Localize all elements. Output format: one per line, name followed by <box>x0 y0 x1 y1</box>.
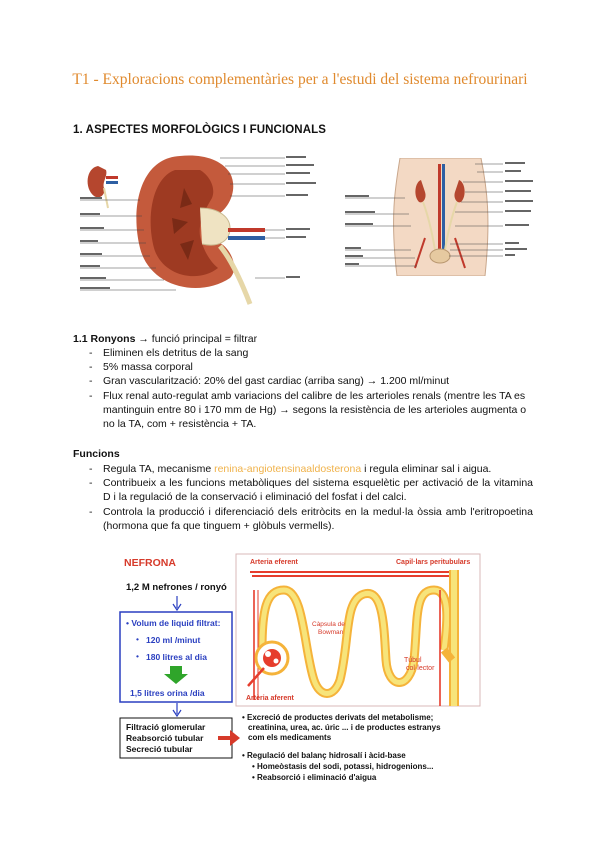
list-item: - Gran vascularització: 20% del gast cardiac (arriba sang) → 1.200 ml/minut <box>73 374 533 388</box>
volume-rate: 120 ml /minut <box>146 635 201 645</box>
section-heading-1: 1. ASPECTES MORFOLÒGICS I FUNCIONALS <box>73 124 326 136</box>
funcions-text: i regula eliminar sal i aigua. <box>361 463 492 475</box>
nephron-figure <box>114 550 484 785</box>
process-secretion: Secreció tubular <box>126 744 193 754</box>
homeostasis-text: • Homeòstasis del sodi, potassi, hidrogenions... <box>252 762 434 771</box>
process-reabsorption: Reabsorció tubular <box>126 733 204 743</box>
water-text: • Reabsorció i eliminació d'aigua <box>252 773 377 782</box>
volume-day: 180 litres al dia <box>146 652 207 662</box>
torso-illustration <box>345 158 535 276</box>
list-item: - Controla la producció i diferenciació dels eritròcits en la medul·la òssia amb l'eritropoetina (hormona que fa que tinguem + glòbuls vermells). <box>73 505 533 533</box>
subsection-heading <box>73 332 257 346</box>
nephron-diagram <box>114 550 484 785</box>
list-item: - Contribueix a les funcions metabòliques del sistema esquelètic per activació de la vitamina D i la regulació de la conservació i eliminació del fosfat i del calci. <box>73 476 533 504</box>
kidney-illustration <box>80 148 320 308</box>
funcions-text: Regula TA, mecanisme <box>103 463 215 475</box>
list-item: - Eliminen els detritus de la sang <box>73 346 533 360</box>
list-item <box>73 462 533 476</box>
urine-volume: 1,5 litres orina /dia <box>130 688 205 698</box>
regulation-text: • Regulació del balanç hidrosalí i àcid-base <box>242 751 406 760</box>
label-efferent-artery: Arteria eferent <box>250 559 298 566</box>
document-title: T1 - Exploracions complementàries per a l'estudi del sistema nefrourinari <box>72 71 528 88</box>
svg-text:•: • <box>136 634 139 644</box>
funcions-list <box>73 462 533 533</box>
kidney-facts-list <box>73 346 533 431</box>
label-bowman-capsule: Càpsula de Bowman <box>312 621 345 636</box>
label-afferent-artery: Artèria aferent <box>246 695 294 702</box>
excretion-text: • Excreció de productes derivats del metabolisme; creatinina, urea, ac. úric ... i de productes estranys com els medicaments <box>242 713 441 742</box>
label-collecting-tubule: Túbul col·lector <box>404 657 435 672</box>
list-item: - 5% massa corporal <box>73 360 533 374</box>
label-peritubular-capillaries: Capil·lars peritubulars <box>396 559 471 566</box>
urinary-system-figure <box>345 158 535 276</box>
funcions-heading: Funcions <box>73 448 120 460</box>
nephron-heading: NEFRONA <box>124 557 176 569</box>
subsection-description: → funció principal = filtrar <box>135 333 258 345</box>
list-item: - Flux renal auto-regulat amb variacions del calibre de les arterioles renals (mentre les TA es mantinguin entre 80 i 170 mm de Hg) → segons la resistència de les arterioles augmenta o no la TA, com + resistència + TA. <box>73 389 533 432</box>
volume-title: • Volum de liquid filtrat: <box>126 618 221 628</box>
process-filtration: Filtració glomerular <box>126 722 206 732</box>
subsection-title: 1.1 Ronyons <box>73 333 136 345</box>
svg-text:•: • <box>136 651 139 661</box>
kidney-anatomy-figure <box>80 148 320 308</box>
highlighted-term: renina-angiotensinaaldosterona <box>214 463 362 475</box>
nephron-count: 1,2 M nefrones / ronyó <box>126 582 227 593</box>
